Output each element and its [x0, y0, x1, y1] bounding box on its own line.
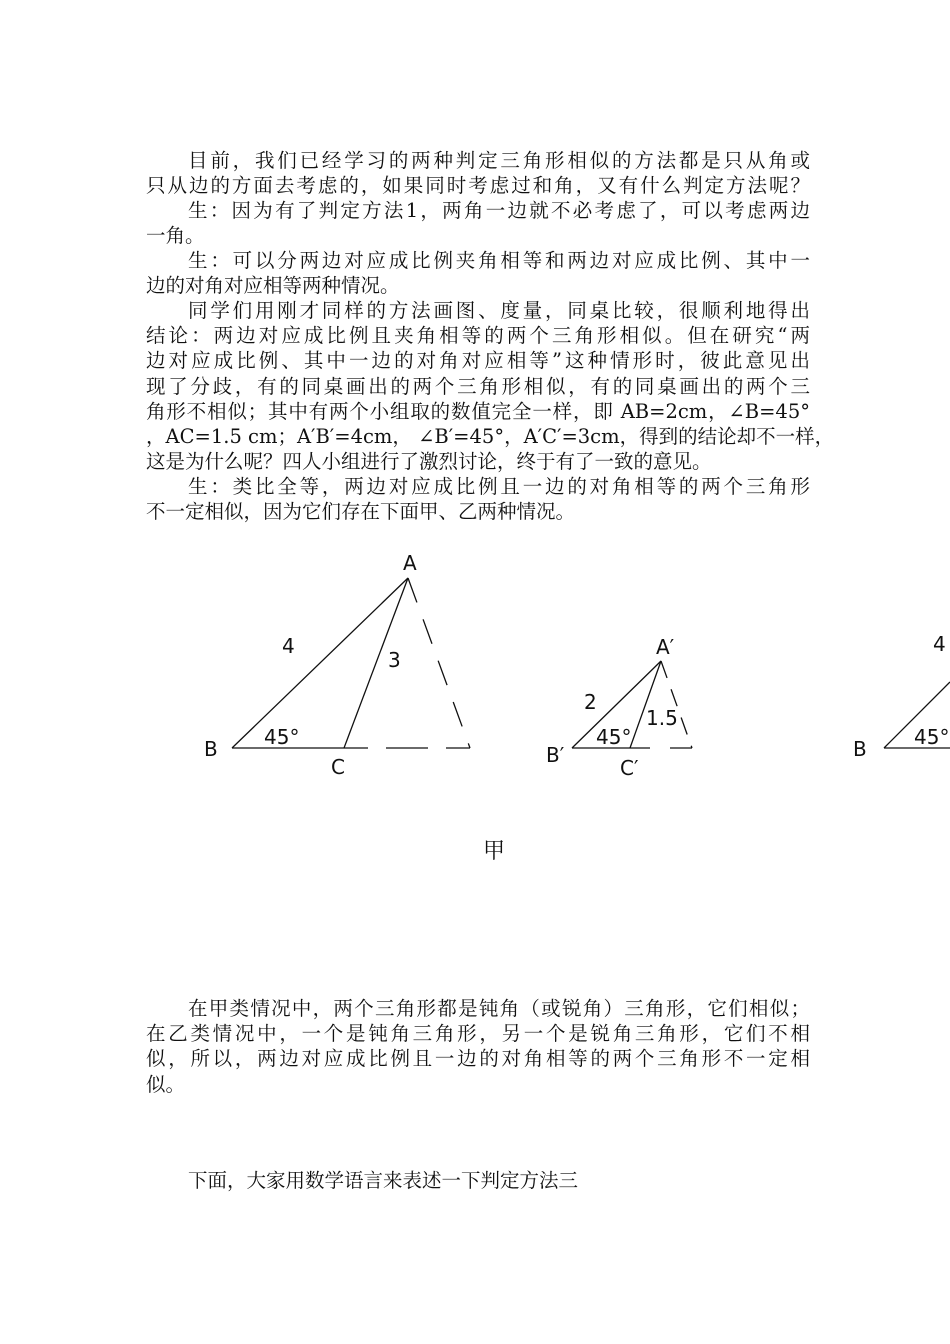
conclusion-paragraph	[146, 996, 810, 1097]
student3-paragraph	[146, 474, 810, 524]
intro-paragraph	[146, 148, 810, 198]
conclusion-line-3: 似，所以，两边对应成比例且一边的对角相等的两个三角形不一定相	[146, 1047, 810, 1071]
figure-caption: 甲	[483, 839, 506, 864]
discussion-line-5: 角形不相似；其中有两个小组取的数值完全一样，即 AB=2cm，∠B=45°	[146, 399, 810, 423]
side-ac-prime-alt-dashed	[661, 661, 692, 748]
student2-line-1: 生：可以分两边对应成比例夹角相等和两边对应成比例、其中一	[188, 249, 810, 272]
discussion-line-7: 这是为什么呢？四人小组进行了激烈讨论，终于有了一致的意见。	[146, 450, 712, 474]
next-paragraph	[146, 1168, 810, 1193]
label-side-ab: 4	[282, 634, 295, 658]
conclusion-line-1: 在甲类情况中，两个三角形都是钝角（或锐角）三角形，它们相似；	[188, 997, 810, 1020]
student2-paragraph	[146, 248, 810, 298]
label-angle-b-prime: 45°	[596, 725, 632, 749]
side-ac-prime	[630, 661, 661, 748]
label-b-yi: B	[853, 737, 867, 761]
student2-line-2: 边的对角对应相等两种情况。	[146, 274, 400, 298]
discussion-line-1: 同学们用刚才同样的方法画图、度量，同桌比较，很顺利地得出	[188, 299, 810, 322]
label-side-ac: 3	[388, 648, 401, 672]
discussion-line-2: 结论：两边对应成比例且夹角相等的两个三角形相似。但在研究“两	[146, 324, 810, 348]
conclusion-line-2: 在乙类情况中，一个是钝角三角形，另一个是锐角三角形，它们不相	[146, 1022, 810, 1046]
student3-line-1: 生：类比全等，两边对应成比例且一边的对角相等的两个三角形	[188, 475, 810, 498]
label-b: B	[204, 737, 218, 761]
label-angle-b-yi: 45°	[914, 725, 950, 749]
side-ab	[232, 578, 408, 748]
discussion-line-6: ，AC=1.5 cm；A′B′=4cm， ∠B′=45°，A′C′=3cm，得到的结论却不一样，	[146, 425, 835, 449]
triangle-figure	[0, 540, 950, 870]
student3-line-2: 不一定相似，因为它们存在下面甲、乙两种情况。	[146, 500, 576, 524]
label-side-ac-prime: 1.5	[646, 706, 678, 730]
label-a-prime: A′	[656, 635, 675, 659]
discussion-line-4: 现了分歧，有的同桌画出的两个三角形相似，有的同桌画出的两个三	[146, 374, 810, 398]
intro-line-2: 只从边的方面去考虑的，如果同时考虑过和角，又有什么判定方法呢？	[146, 174, 810, 198]
label-side-ab-prime: 2	[584, 690, 597, 714]
next-line-1: 下面，大家用数学语言来表述一下判定方法三	[188, 1169, 579, 1192]
label-c: C	[331, 755, 345, 779]
label-angle-b: 45°	[264, 725, 300, 749]
conclusion-line-4: 似。	[146, 1072, 186, 1096]
discussion-paragraph	[146, 298, 835, 474]
triangle-abc	[232, 578, 470, 748]
intro-line-1: 目前，我们已经学习的两种判定三角形相似的方法都是只从角或	[188, 149, 810, 172]
label-side-ab-yi: 4	[933, 632, 946, 656]
student1-paragraph	[146, 198, 810, 248]
label-a: A	[403, 551, 417, 575]
student1-line-1: 生：因为有了判定方法1，两角一边就不必考虑了，可以考虑两边	[188, 199, 810, 222]
label-b-prime: B′	[546, 743, 565, 767]
student1-line-2: 一角。	[146, 224, 205, 248]
side-ac-alt-dashed	[408, 578, 470, 748]
discussion-line-3: 边对应成比例、其中一边的对角对应相等”这种情形时，彼此意见出	[146, 349, 810, 373]
label-c-prime: C′	[620, 756, 639, 780]
